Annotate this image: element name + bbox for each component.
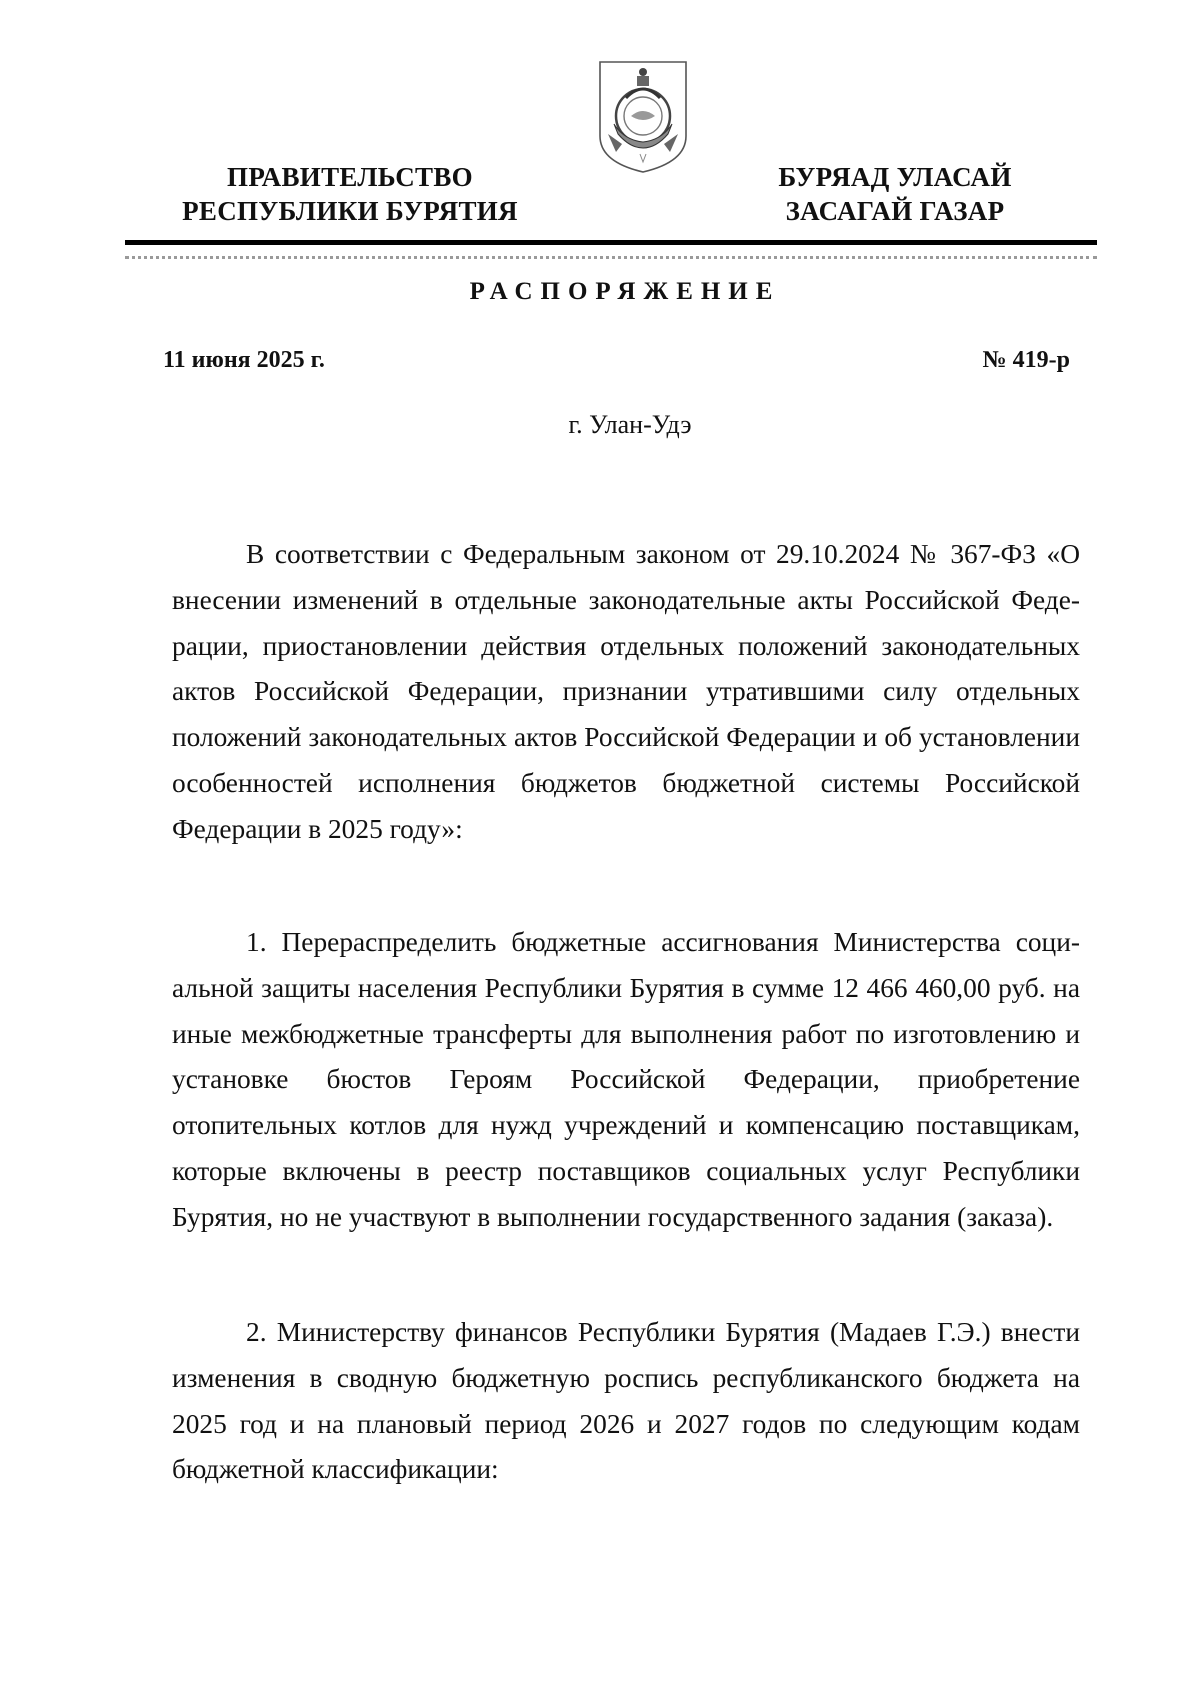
government-name-ru-line2: РЕСПУБЛИКИ БУРЯТИЯ [182, 196, 518, 226]
document-number: № 419-р [982, 347, 1070, 373]
header-divider-dotted [125, 256, 1097, 259]
document-city: г. Улан-Удэ [568, 410, 692, 439]
header-divider-thick [125, 240, 1097, 245]
government-name-bua-line2: ЗАСАГАЙ ГАЗАР [785, 196, 1005, 226]
government-name-bua-line1: БУРЯАД УЛАСАЙ [778, 162, 1012, 192]
government-name-ru-line1: ПРАВИТЕЛЬСТВО [227, 162, 473, 192]
coat-of-arms-icon [596, 58, 690, 176]
government-name-ru [150, 160, 550, 228]
document-type-title: РАСПОРЯЖЕНИЕ [469, 278, 781, 305]
clause-1-paragraph: 1. Перераспределить бюджетные ассигнования Министерства социальной защиты населения Республики Бурятия в сумме 12 466 460,00 руб. на иные межбюджетные трансферты для выполнения работ по изготовлению и установке бюстов Героям Российской Федерации, приобретение отопительных котлов для нужд учреждений и компенсацию поставщикам, которые включены в реестр поставщиков социальных услуг Республики Бурятия, но не участвуют в выполнении государственного задания (заказа). [172, 927, 1080, 1232]
government-name-bua [730, 160, 1060, 228]
document-date: 11 июня 2025 г. [163, 347, 325, 373]
preamble-paragraph: В соответствии с Федеральным законом от 29.10.2024 № 367-ФЗ «О внесении изменений в отдельные законодательные акты Российской Федерации, приостановлении действия отдельных положений законодательных актов Российской Федерации, признании утратившими силу отдельных положений законодательных актов Российской Федерации и об установлении особенностей исполнения бюджетов бюджетной системы Российской Федерации в 2025 году»: [172, 539, 1080, 844]
clause-2-paragraph: 2. Министерству финансов Республики Бурятия (Мадаев Г.Э.) внести изменения в сводную бюджетную роспись республиканского бюджета на 2025 год и на плановый период 2026 и 2027 годов по следующим кодам бюджетной классификации: [172, 1317, 1080, 1485]
